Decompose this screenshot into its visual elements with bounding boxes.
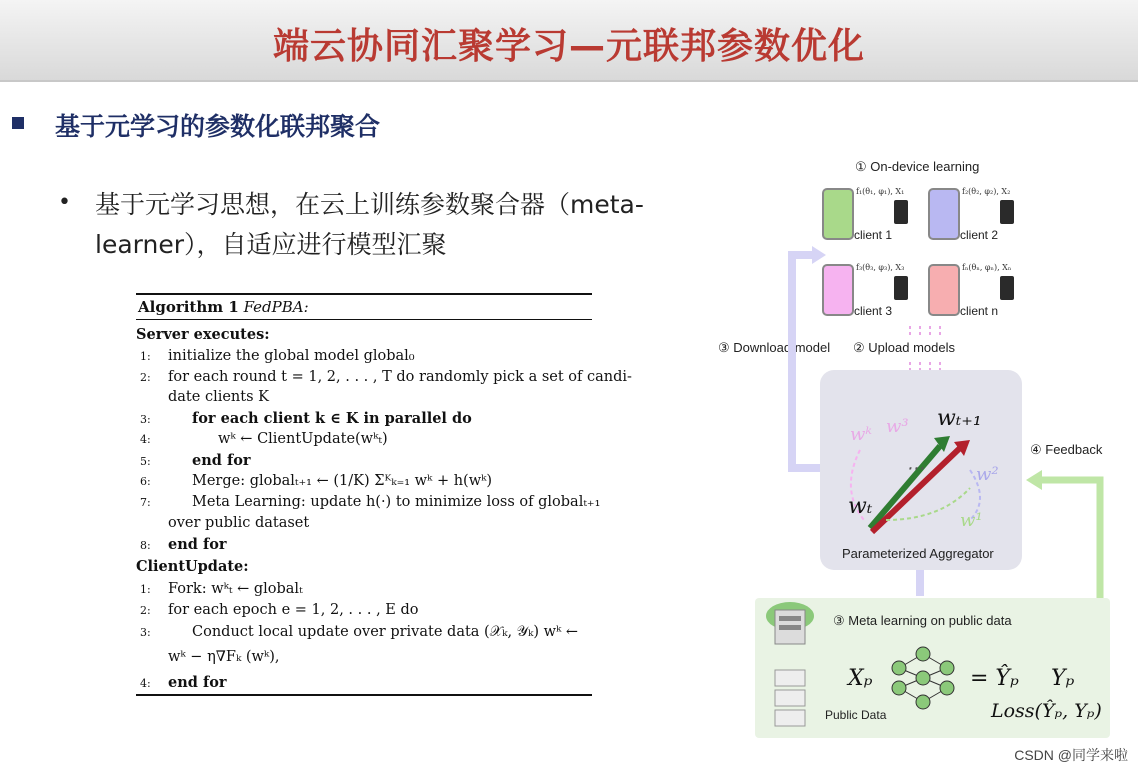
public-data-label: Public Data	[825, 708, 887, 722]
algorithm-box	[136, 288, 632, 698]
algo-line: 4: end for	[140, 674, 227, 691]
w-3: w³	[886, 416, 909, 437]
w-t: wₜ	[848, 494, 873, 519]
description-line-1: 基于元学习思想，在云上训练参数聚合器（meta-	[95, 190, 644, 219]
algo-line: 1: Fork: wᵏₜ ← globalₜ	[140, 581, 303, 597]
y-hat: = Ŷₚ	[970, 666, 1019, 691]
xp: Xₚ	[848, 666, 873, 691]
description	[95, 185, 755, 265]
algo-line: wᵏ − η∇Fₖ (wᵏ),	[168, 649, 280, 665]
server-title: Server executes:	[136, 326, 270, 343]
step4-feedback-label: ④ Feedback	[1030, 442, 1103, 457]
client-fn: f₂(θ₂, φ₂), X₂	[962, 187, 1011, 196]
algorithm-title-prefix: Algorithm 1	[138, 298, 239, 316]
algorithm-title-name: FedPBA:	[243, 298, 309, 316]
list-bullet: •	[58, 190, 71, 215]
algo-line: 2: for each round t = 1, 2, . . . , T do randomly pick a set of candi-	[140, 369, 632, 385]
client-fn: f₃(θ₃, φ₃), X₃	[856, 263, 905, 272]
step2-upload-label: ② Upload models	[853, 340, 955, 355]
algorithm-title	[138, 298, 309, 316]
description-line-2: learner），自适应进行模型汇聚	[95, 230, 447, 259]
dots: ⋯	[906, 458, 924, 479]
client-fn: f₁(θ₁, φ₁), X₁	[856, 187, 905, 196]
algo-line: 6: Merge: globalₜ₊₁ ← (1/K) Σᴷₖ₌₁ wᵏ + h(wᵏ)	[140, 473, 493, 489]
algo-line: 5: end for	[140, 452, 251, 469]
client-update-title: ClientUpdate:	[136, 558, 249, 575]
step1-label: ① On-device learning	[855, 159, 980, 174]
client-name: client 3	[854, 304, 893, 318]
section-heading: 基于元学习的参数化联邦聚合	[55, 112, 381, 141]
w-k: wᵏ	[850, 424, 872, 445]
title-bar	[0, 0, 1138, 82]
algo-line: 3: for each client k ∈ K in parallel do	[140, 410, 472, 427]
w-t1: wₜ₊₁	[937, 406, 982, 431]
algo-line: 1: initialize the global model global₀	[140, 348, 415, 364]
algorithm-title-rule	[136, 319, 592, 320]
federated-diagram	[700, 150, 1138, 775]
algo-line: 7: Meta Learning: update h(·) to minimize loss of globalₜ₊₁	[140, 494, 601, 510]
yp: Yₚ	[1051, 666, 1075, 691]
aggregator-box	[820, 370, 1022, 570]
meta-learning-box	[755, 598, 1110, 738]
algo-line: 2: for each epoch e = 1, 2, . . . , E do	[140, 602, 419, 618]
step3-meta-label: ③ Meta learning on public data	[833, 613, 1012, 628]
client-name: client n	[960, 304, 999, 318]
aggregator-label: Parameterized Aggregator	[842, 546, 994, 561]
section-bullet-icon	[12, 117, 24, 129]
algorithm-bottom-rule	[136, 694, 592, 696]
w-2: w²	[976, 464, 999, 485]
w-1: w¹	[960, 510, 983, 531]
algo-line: 3: Conduct local update over private data (𝒳ₖ, 𝒴ₖ) wᵏ ←	[140, 624, 579, 640]
algo-line: 4: wᵏ ← ClientUpdate(wᵏₜ)	[140, 431, 388, 447]
algo-line: over public dataset	[168, 515, 310, 531]
loss-formula: Loss(Ŷₚ, Yₚ)	[991, 700, 1102, 722]
algo-line: 8: end for	[140, 536, 227, 553]
watermark: CSDN @同学来啦	[1014, 747, 1128, 763]
step3-download-label: ③ Download model	[718, 340, 831, 355]
algorithm-top-rule	[136, 293, 592, 295]
page-title: 端云协同汇聚学习—元联邦参数优化	[272, 26, 865, 67]
client-name: client 2	[960, 228, 999, 242]
client-name: client 1	[854, 228, 893, 242]
client-fn: fₙ(θₙ, φₙ), Xₙ	[962, 263, 1012, 272]
algo-line: date clients K	[168, 389, 269, 405]
